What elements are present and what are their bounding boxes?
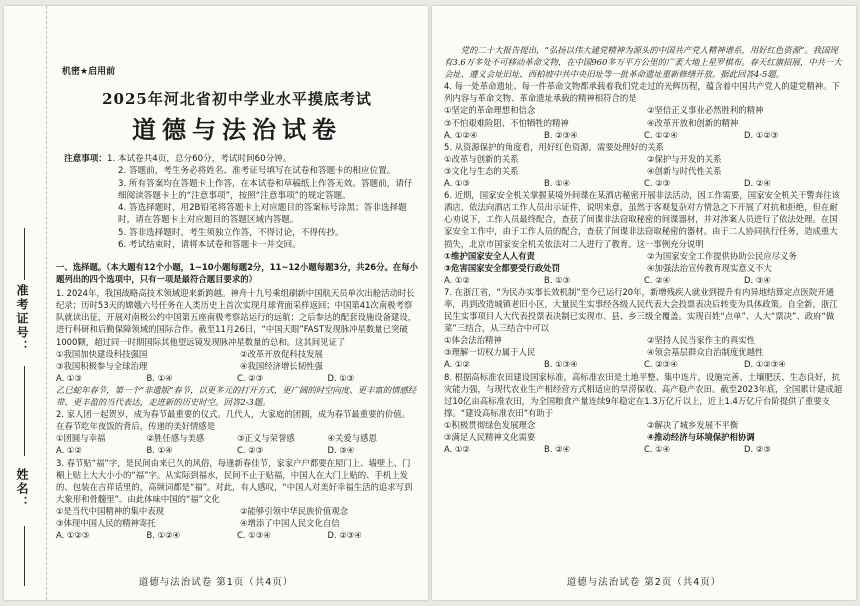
option-item: ③体现中国人民的精神寄托 xyxy=(56,517,156,528)
subject-title: 道德与法治试卷 xyxy=(132,116,342,144)
option-item: ④加强法治宣传教育现实意义不大 xyxy=(647,262,772,273)
question-5 xyxy=(444,141,844,189)
option-item: ②保护与开发的关系 xyxy=(647,153,722,164)
question-1 xyxy=(56,287,418,384)
option-item: ③我国积极参与全球治理 xyxy=(56,360,148,371)
page-footer: 道德与法治试卷 第2页（共4页） xyxy=(566,577,722,588)
page-footer: 道德与法治试卷 第1页（共4页） xyxy=(138,577,294,588)
answer-choice: D. ②④ xyxy=(744,178,771,189)
answer-choice: B. ②④ xyxy=(544,444,571,455)
note-item: 1. 本试卷共4页，总分60分，考试时间60分钟。 xyxy=(106,154,292,164)
answer-choice: A. ①② xyxy=(56,445,82,456)
confidential-mark: 机密★启用前 xyxy=(62,67,116,77)
exam-page-2 xyxy=(432,6,856,600)
answer-choice: D. ③④ xyxy=(744,274,771,285)
question-stem: 4. 每一处革命遗址、每一件革命文物都承载着我们党走过的光辉历程，蕴含着中国共产党人的建党精神。下列内容与革命文物、革命遗址承载的精神相符合的是 xyxy=(444,81,840,104)
option-list xyxy=(56,432,418,444)
question-8 xyxy=(444,371,844,456)
material-intro: 党的二十大报告提出，“弘扬以伟大建党精神为源头的中国共产党人精神谱系，用好红色资源”。我国现有3.6万多处不可移动革命文物，在中国960多万平方公里的广袤大地上星罗棋布。春天红旗招展，中共一大会址、遵义会址旧址、西柏坡中共中央旧址等一批革命遗址重新修缮开放。据此回答4-5题。 xyxy=(444,45,842,80)
question-stem: 3. 春节贴“福”字，是民间由来已久的风俗，每逢新春佳节，家家户户都要在屋门上、墙壁上、门楣上贴上大大小小的“福”字。从实际到福水，民间不止于贴福，中国人在大门上贴的、手机上发的、包装在吉祥话里的，高频词都是“福”。对此，有人感叹，“中国人对美好幸福生活的追求写到大象形和骨髓里”。由此体味中国的“福”文化 xyxy=(56,457,413,504)
note-item: 2. 答题前，考生务必将姓名、准考证号填写在试卷和答题卡的相应位置。 xyxy=(118,166,396,177)
answer-choice: C. ②④ xyxy=(644,274,671,285)
question-stem: 5. 从资源保护的角度看，用好红色资源，需要处理好的关系 xyxy=(444,141,665,152)
option-item: ②胜任感与美感 xyxy=(146,433,205,444)
answer-choice: A. ①③ xyxy=(444,178,470,189)
question-stem: 2. 家人团一起贺岁，成为春节最重要的仪式。几代人，大家庭的团圆，成为春节最重要的价值。在春节吃年夜饭的背后，传递的美好情感是 xyxy=(56,409,411,432)
option-list xyxy=(444,334,844,358)
answer-choice: A. ①③ xyxy=(56,372,82,383)
note-item: 3. 所有答案均在答题卡上作答，在本试卷和草稿纸上作答无效。答题前，请仔细阅读答题卡上的“注意事项”，按照“注意事项”的规定答题。 xyxy=(118,178,413,201)
option-item: ②改革开放促科技发展 xyxy=(240,348,323,359)
option-item: ①是当代中国精神的集中表现 xyxy=(56,505,165,516)
answer-choice: B. ①④ xyxy=(544,178,571,189)
question-4 xyxy=(444,80,844,140)
exam-page-1 xyxy=(4,6,428,600)
option-item: ③危害国家安全都要受行政处罚 xyxy=(444,262,560,273)
option-item: ①坚定的革命理想和信念 xyxy=(444,105,536,116)
question-2 xyxy=(56,408,418,456)
answer-choice: B. ①③④ xyxy=(544,359,578,370)
note-item: 6. 考试结束时，请将本试卷和答题卡一并交回。 xyxy=(118,240,301,251)
question-stem: 7. 在浙江省，“为民办实事长效机制”至今已运行20年，新增残疾人就业到提升有内异地结算定点医院开通率，再到改造城镇老旧小区，大量民生实事经各级人民代表大会投票表决后转变为具体政策。自全新，浙江民生实事项目人大代表投票表决制已实现市、县、乡三级全覆盖。实现百姓“点单”、人大“票决”、政府“做菜”三结合，从三结合中可以 xyxy=(444,286,838,334)
answer-choices xyxy=(56,372,418,384)
option-item: ④我国经济增长韧性强 xyxy=(240,360,323,371)
questions-block xyxy=(444,44,844,455)
question-6 xyxy=(444,189,844,286)
answer-choice: D. ①②③ xyxy=(744,129,779,140)
question-3 xyxy=(56,457,418,542)
answer-choice: C. ②③ xyxy=(237,372,264,383)
question-7 xyxy=(444,286,844,371)
option-item: ①我国加快建设科技强国 xyxy=(56,348,148,359)
material-intro: 乙巳蛇年春节，第一个“非遗版”春节，以更多元的打开方式，更广阔的时空向度、更丰富的情感经带、更丰盈的当代表达，走进新的历史时空。回答2-3题。 xyxy=(56,384,417,408)
question-stem: 1. 2024年，我国战略高技术领域迎来新跨越。神舟十九号乘组刷新中国航天员单次出舱活动时长纪录；历时53天的嫦娥六号任务在人类历史上首次实现月球背面采样返回；中国第41次南极考察队就读出征，开展对南极公约中国第五座南极考察站运行的远航；之后参达的配套设施设备建设，进行科研和后勤保障领域的国际合作。截至11月26日，“中国天眼”FAST发现脉冲星数量已突破1000颗，超过同一时期国际其他望远镜发现脉冲星数量的总和。这其间见证了 xyxy=(56,288,417,347)
question-stem: 8. 根据高标准农田建设国家标准，高标准农田是土地平整、集中连片，设施完善、土壤肥沃、生态良好，抗灾能力强，与现代农业生产相经营方式相适应的旱涝保收、高产稳产农田。截至2023年底，全国累计建成超过10亿亩高标准农田，为全国粮食产量连续9年稳定在1.3万亿斤以上，近上1.4万亿斤台阶提供了重要支撑。“建设高标准农田”有助于 xyxy=(444,371,843,418)
section-intro: 一、选择题。（本大题有12个小题，1~10小题每题2分，11~12小题每题3分，共26分。在每小题列出的四个选项中，只有一项是最符合题目要求的） xyxy=(56,262,418,285)
answer-choice: B. ①④ xyxy=(146,372,173,383)
option-item: ②坚信正义事业必然胜利的精神 xyxy=(647,105,764,116)
note-item: 4. 答选择题时，用2B铅笔将答题卡上对应题目的答案标号涂黑；答非选择题时，请在答题卡上对应题目的答题区域内答题。 xyxy=(118,203,407,226)
option-item: ④关爱与感恩 xyxy=(327,433,377,444)
option-item: ②能够引领中华民族价值观念 xyxy=(240,505,349,516)
separator-line xyxy=(24,366,25,456)
answer-choices xyxy=(444,274,844,286)
option-item: ④领会基层群众自治制度优越性 xyxy=(647,347,764,358)
option-item: ③不怕艰难险阻、不怕牺牲的精神 xyxy=(444,117,569,128)
answer-choice: D. ③④ xyxy=(327,445,355,456)
questions-block xyxy=(56,261,418,541)
answer-choice: A. ①② xyxy=(444,274,470,285)
answer-choices xyxy=(444,358,844,370)
answer-choice: B. ②③④ xyxy=(544,129,578,140)
option-item: ③理解一切权力属于人民 xyxy=(444,347,536,358)
exam-number-line xyxy=(24,228,25,280)
note-item: 5. 答非选择题时，考生须独立作答，不得讨论，不得传抄。 xyxy=(118,227,344,238)
answer-choice: C. ②③ xyxy=(644,178,671,189)
option-item: ④推动经济与环境保护相协调 xyxy=(647,432,755,442)
answer-choice: D. ①③ xyxy=(327,372,355,383)
binding-margin xyxy=(4,6,47,600)
answer-choice: D. ②③ xyxy=(744,444,771,455)
answer-choice: A. ①② xyxy=(444,444,470,455)
option-item: ④创新与时代性关系 xyxy=(647,165,722,176)
answer-choices xyxy=(444,129,844,141)
option-item: ③正义与荣誉感 xyxy=(237,433,295,444)
exam-title: 2025年河北省初中学业水平摸底考试 xyxy=(102,90,372,108)
notes-heading: 注意事项： xyxy=(64,154,107,164)
option-item: ②解决了城乡发展不平衡 xyxy=(647,419,739,430)
option-list xyxy=(56,348,418,372)
answer-choice: B. ①④ xyxy=(146,445,173,456)
option-list xyxy=(444,419,844,443)
answer-choices xyxy=(444,177,844,189)
answer-choice: A. ①②④ xyxy=(444,129,478,140)
option-list xyxy=(56,505,418,529)
answer-choice: C. ①②④ xyxy=(644,129,678,140)
answer-choice: D. ②③④ xyxy=(327,530,362,541)
option-list xyxy=(444,250,844,274)
answer-choice: D. ①②③④ xyxy=(744,359,786,370)
answer-choice: C. ①③④ xyxy=(237,530,271,541)
option-item: ④增添了中国人民文化自信 xyxy=(240,517,340,528)
answer-choice: B. ①②④ xyxy=(146,530,181,541)
option-item: ④改革开放和创新的精神 xyxy=(647,117,739,128)
option-item: ③文化与生态的关系 xyxy=(444,165,519,176)
option-item: ①团圆与幸福 xyxy=(56,433,106,444)
answer-choices xyxy=(56,529,418,541)
option-list xyxy=(444,104,844,128)
answer-choice: A. ①②③ xyxy=(56,530,90,541)
option-item: ②坚持人民当家作主的真实性 xyxy=(647,335,756,346)
answer-choices xyxy=(444,443,844,455)
answer-choice: B. ①③ xyxy=(544,274,571,285)
option-item: ①维护国家安全人人有责 xyxy=(444,250,535,261)
option-item: ①体会法治精神 xyxy=(444,335,502,346)
option-item: ②为国家安全工作提供协助公民应尽义务 xyxy=(647,250,797,261)
answer-choices xyxy=(56,444,418,456)
exam-number-label: 准考证号： xyxy=(15,284,29,354)
answer-choice: C. ②③ xyxy=(237,445,264,456)
option-item: ①积极贯彻绿色发展理念 xyxy=(444,419,536,430)
option-item: ①改革与创新的关系 xyxy=(444,153,519,164)
question-stem: 6. 近期，国家安全机关掌握某境外间谍在某酒店秘密开展非法活动，因工作需要，国家安全机关干警奔往该酒店，依法向酒店工作人员出示证件，说明来意，虽然于客观复杂对方情急之下开展了对抗和拒绝，但在耐心劝说下，工作人员最终配合，查获了间谍非法窃取秘密的间谍器材，并对涉案人员进行了依法处理。在国家安全工作中，由于工作人员的配合，查获了间谍非法窃取秘密的器材。由于二人协同执行任务，造成重大损失，北京市国家安全机关依法对二人进行了教育。这一事例充分说明 xyxy=(444,190,840,249)
exam-notes xyxy=(64,153,414,251)
option-list xyxy=(444,153,844,177)
answer-choice: C. ②③④ xyxy=(644,359,678,370)
name-label: 姓名： xyxy=(15,468,29,510)
answer-choice: C. ①④ xyxy=(644,444,671,455)
option-item: ③满足人民精神文化需要 xyxy=(444,432,536,442)
answer-choice: A. ①② xyxy=(444,359,470,370)
